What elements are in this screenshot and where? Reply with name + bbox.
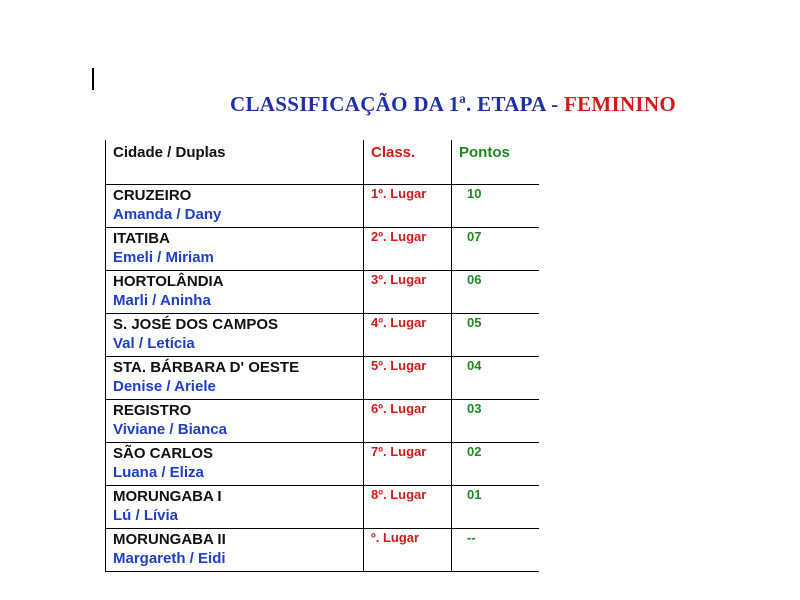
points-value: 03 (467, 401, 482, 416)
table-row (106, 357, 540, 400)
cell-class (364, 443, 452, 486)
cell-class (364, 529, 452, 572)
cell-class (364, 185, 452, 228)
cell-city (106, 271, 364, 314)
table-row (106, 443, 540, 486)
place-label: 4º. Lugar (371, 315, 427, 330)
cell-class (364, 271, 452, 314)
title-stage: CLASSIFICAÇÃO DA 1ª. ETAPA - (230, 92, 564, 116)
cell-points (452, 486, 540, 529)
points-value: 01 (467, 487, 482, 502)
duo-names: Emeli / Miriam (113, 249, 214, 266)
duo-names: Amanda / Dany (113, 206, 222, 223)
cell-points (452, 271, 540, 314)
points-value: 06 (467, 272, 482, 287)
title-category: FEMININO (563, 92, 677, 116)
points-value: 10 (467, 186, 482, 201)
place-label: 3º. Lugar (371, 272, 427, 287)
table-row (106, 228, 540, 271)
cell-city (106, 443, 364, 486)
cell-city (106, 314, 364, 357)
header-class: Class. (364, 140, 452, 185)
cell-city (106, 357, 364, 400)
classification-table (105, 140, 539, 572)
city-name: REGISTRO (113, 402, 192, 419)
duo-names: Luana / Eliza (113, 464, 204, 481)
duo-names: Denise / Ariele (113, 378, 216, 395)
table-row (106, 271, 540, 314)
duo-names: Lú / Lívia (113, 507, 179, 524)
duo-names: Marli / Aninha (113, 292, 211, 309)
table-header-row (106, 140, 540, 185)
cell-class (364, 400, 452, 443)
points-value: 07 (467, 229, 482, 244)
cell-city (106, 228, 364, 271)
cell-points (452, 529, 540, 572)
cell-points (452, 357, 540, 400)
cell-city (106, 400, 364, 443)
cell-class (364, 357, 452, 400)
cell-points (452, 228, 540, 271)
table-row (106, 185, 540, 228)
place-label: 5º. Lugar (371, 358, 427, 373)
place-label: 6º. Lugar (371, 401, 427, 416)
cell-city (106, 185, 364, 228)
cell-class (364, 314, 452, 357)
place-label: º. Lugar (371, 530, 420, 545)
duo-names: Viviane / Bianca (113, 421, 227, 438)
duo-names: Margareth / Eidi (113, 550, 226, 567)
header-city: Cidade / Duplas (106, 140, 364, 185)
text-cursor (92, 68, 94, 90)
cell-city (106, 486, 364, 529)
points-value: 05 (467, 315, 482, 330)
city-name: S. JOSÉ DOS CAMPOS (113, 316, 279, 333)
points-value: 04 (467, 358, 482, 373)
points-value: 02 (467, 444, 482, 459)
city-name: MORUNGABA I (113, 488, 222, 505)
duo-names: Val / Letícia (113, 335, 195, 352)
place-label: 7º. Lugar (371, 444, 427, 459)
header-points: Pontos (452, 140, 540, 185)
table-row (106, 314, 540, 357)
points-value: -- (467, 530, 476, 545)
city-name: SÃO CARLOS (113, 445, 214, 462)
cell-points (452, 443, 540, 486)
place-label: 2º. Lugar (371, 229, 427, 244)
city-name: MORUNGABA II (113, 531, 226, 548)
cell-points (452, 314, 540, 357)
city-name: STA. BÁRBARA D' OESTE (113, 359, 300, 376)
cell-points (452, 400, 540, 443)
cell-city (106, 529, 364, 572)
place-label: 1º. Lugar (371, 186, 427, 201)
cell-class (364, 228, 452, 271)
page-title (230, 92, 676, 117)
city-name: CRUZEIRO (113, 187, 192, 204)
cell-class (364, 486, 452, 529)
city-name: ITATIBA (113, 230, 170, 247)
cell-points (452, 185, 540, 228)
table-row (106, 486, 540, 529)
table-row (106, 529, 540, 572)
table-row (106, 400, 540, 443)
place-label: 8º. Lugar (371, 487, 427, 502)
city-name: HORTOLÂNDIA (113, 273, 224, 290)
